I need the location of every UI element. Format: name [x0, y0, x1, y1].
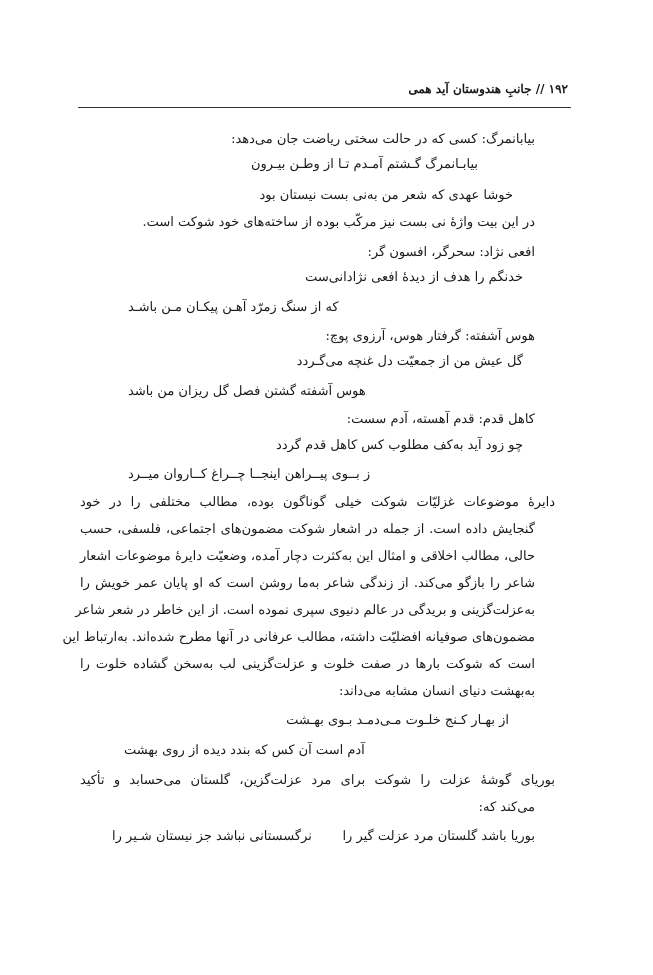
verse-line: که از سنگ زمرّد آهـن پیکـان مـن باشـد: [128, 300, 339, 315]
entry-line: کاهل قدم: قدم آهسته، آدم سست:: [346, 412, 535, 427]
verse-hemistich-2: نرگسستانی نباشد جز نیستان شـیر را: [112, 829, 312, 844]
body-line: دایرهٔ موضوعات غزلیّات شوکت خیلی گوناگون بوده، مطالب مختلفی را در خود: [80, 495, 555, 510]
entry-line: هوس آشفته: گرفتار هوس، آرزوی پوچ:: [325, 329, 535, 344]
verse-line: بیابـانمرگ گـشتم آمـدم تـا از وطـن بیـرون: [250, 157, 478, 172]
header-rule: [78, 107, 571, 108]
verse-hemistich-1: بوریا باشد گلستان مرد عزلت گیر را: [342, 829, 535, 844]
body-line: به‌عزلت‌گزینی و بریدگی در عالم دنیوی سپری نموده است. از این خاطر در شعر شاعر: [75, 603, 535, 618]
verse-line: از بهـار کـنج خلـوت مـی‌دمـد بـوی بهـشت: [286, 713, 509, 728]
page-number: ۱۹۲: [548, 82, 568, 96]
running-header: [78, 82, 568, 102]
body-line: حالی، مطالب اخلاقی و امثال این به‌کثرت دچار آمده، وضعیّت دایرهٔ موضوعات اشعار: [80, 549, 535, 564]
body-line: مضمون‌های صوفیانه افضلیّت داشته، مطالب عرفانی در آنها مطرح شده‌اند. به‌ارتباط این: [62, 630, 535, 645]
verse-line: خوشا عهدی که شعر من به‌نی بست نیستان بود: [259, 188, 513, 203]
body-line: می‌کند که:: [478, 800, 535, 815]
body-line: شاعر را بازگو می‌کند. از زندگی شاعر به‌ما روشن است که او پایان عمر خویش را: [80, 576, 535, 591]
body-line: بوریای گوشهٔ عزلت را شوکت برای مرد عزلت‌گزین، گلستان می‌حسابد و تأکید: [80, 773, 555, 788]
verse-line: ز بــوی پیــراهن اینجــا چــراغ کــاروان میــرد: [128, 467, 371, 482]
body-line: گنجایش داده است. از جمله در اشعار شوکت مضمون‌های اجتماعی، فلسفی، حسب: [80, 522, 535, 537]
body-line: به‌بهشت دنیای انسان مشابه می‌داند:: [338, 684, 535, 699]
verse-line: خدنگم را هدف از دیدهٔ افعی نژادانی‌ست: [305, 270, 523, 285]
header-separator: //: [535, 82, 545, 96]
entry-line: بیابانمرگ: کسی که در حالت سختی ریاضت جان می‌دهد:: [231, 132, 535, 147]
verse-line: چو زود آید به‌کف مطلوب کس کاهل قدم گردد: [276, 438, 523, 453]
entry-line: افعی نژاد: سحرگر، افسون گر:: [367, 245, 535, 260]
book-title: جانبِ هندوستان آید همی: [408, 82, 532, 96]
verse-line: گل عیش من از جمعیّت دل غنچه می‌گـردد: [296, 354, 523, 369]
verse-line: هوس آشفته گشتن فصل گل ریزان من باشد: [128, 384, 366, 399]
verse-line: آدم است آن کس که بندد دیده از روی بهشت: [124, 743, 365, 758]
body-line: در این بیت واژهٔ نی بست نیز مرکّب بوده از ساخته‌های خود شوکت است.: [142, 215, 535, 230]
body-line: است که شوکت بارها در صفت خلوت و عزلت‌گزینی لب به‌سخن گشاده خلوت را: [80, 657, 535, 672]
